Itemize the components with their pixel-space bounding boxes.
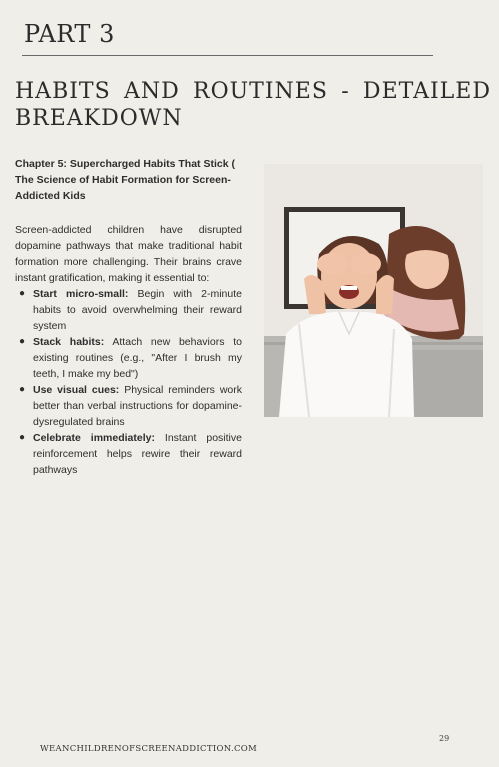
chapter-title: Chapter 5: Supercharged Habits That Stick ( The Science of Habit Formation for Screen-Addicted Kids: [15, 158, 235, 202]
list-item: [15, 286, 242, 334]
habit-label: Start micro-small:: [33, 288, 129, 300]
section-heading: HABITS AND ROUTINES - DETAILED BREAKDOWN: [15, 79, 491, 131]
habit-label: Celebrate immediately:: [33, 432, 155, 444]
chapter-intro: Screen-addicted children have disrupted dopamine pathways that make traditional habit formation more challenging. Their brains crave instant gratification, making it essential to:: [15, 224, 242, 284]
habit-list: [15, 286, 242, 478]
bullet-icon: ●: [19, 288, 26, 299]
part-title: PART 3: [24, 20, 115, 48]
bullet-icon: ●: [19, 432, 26, 443]
habit-label: Use visual cues:: [33, 384, 120, 396]
list-item: [15, 334, 242, 382]
habit-label: Stack habits:: [33, 336, 105, 348]
footer-website: WEANCHILDRENOFSCREENADDICTION.COM: [40, 744, 258, 754]
list-item: [15, 430, 242, 478]
habit-text: Begin with 2-minute habits to avoid overwhelming their reward system: [33, 288, 242, 332]
list-item: [15, 382, 242, 430]
habit-text: Physical reminders work better than verbal instructions for dopamine-dysregulated brains: [33, 384, 242, 428]
mother-daughter-photo: [264, 164, 483, 417]
title-divider: [22, 55, 433, 56]
chapter-body: [15, 156, 242, 478]
page-number: 29: [439, 734, 450, 743]
bullet-icon: ●: [19, 384, 26, 395]
habit-text: Instant positive reinforcement helps rewire their reward pathways: [33, 432, 242, 476]
bullet-icon: ●: [19, 336, 26, 347]
habit-text: Attach new behaviors to existing routines (e.g., "After I brush my teeth, I make my bed"): [33, 336, 242, 380]
